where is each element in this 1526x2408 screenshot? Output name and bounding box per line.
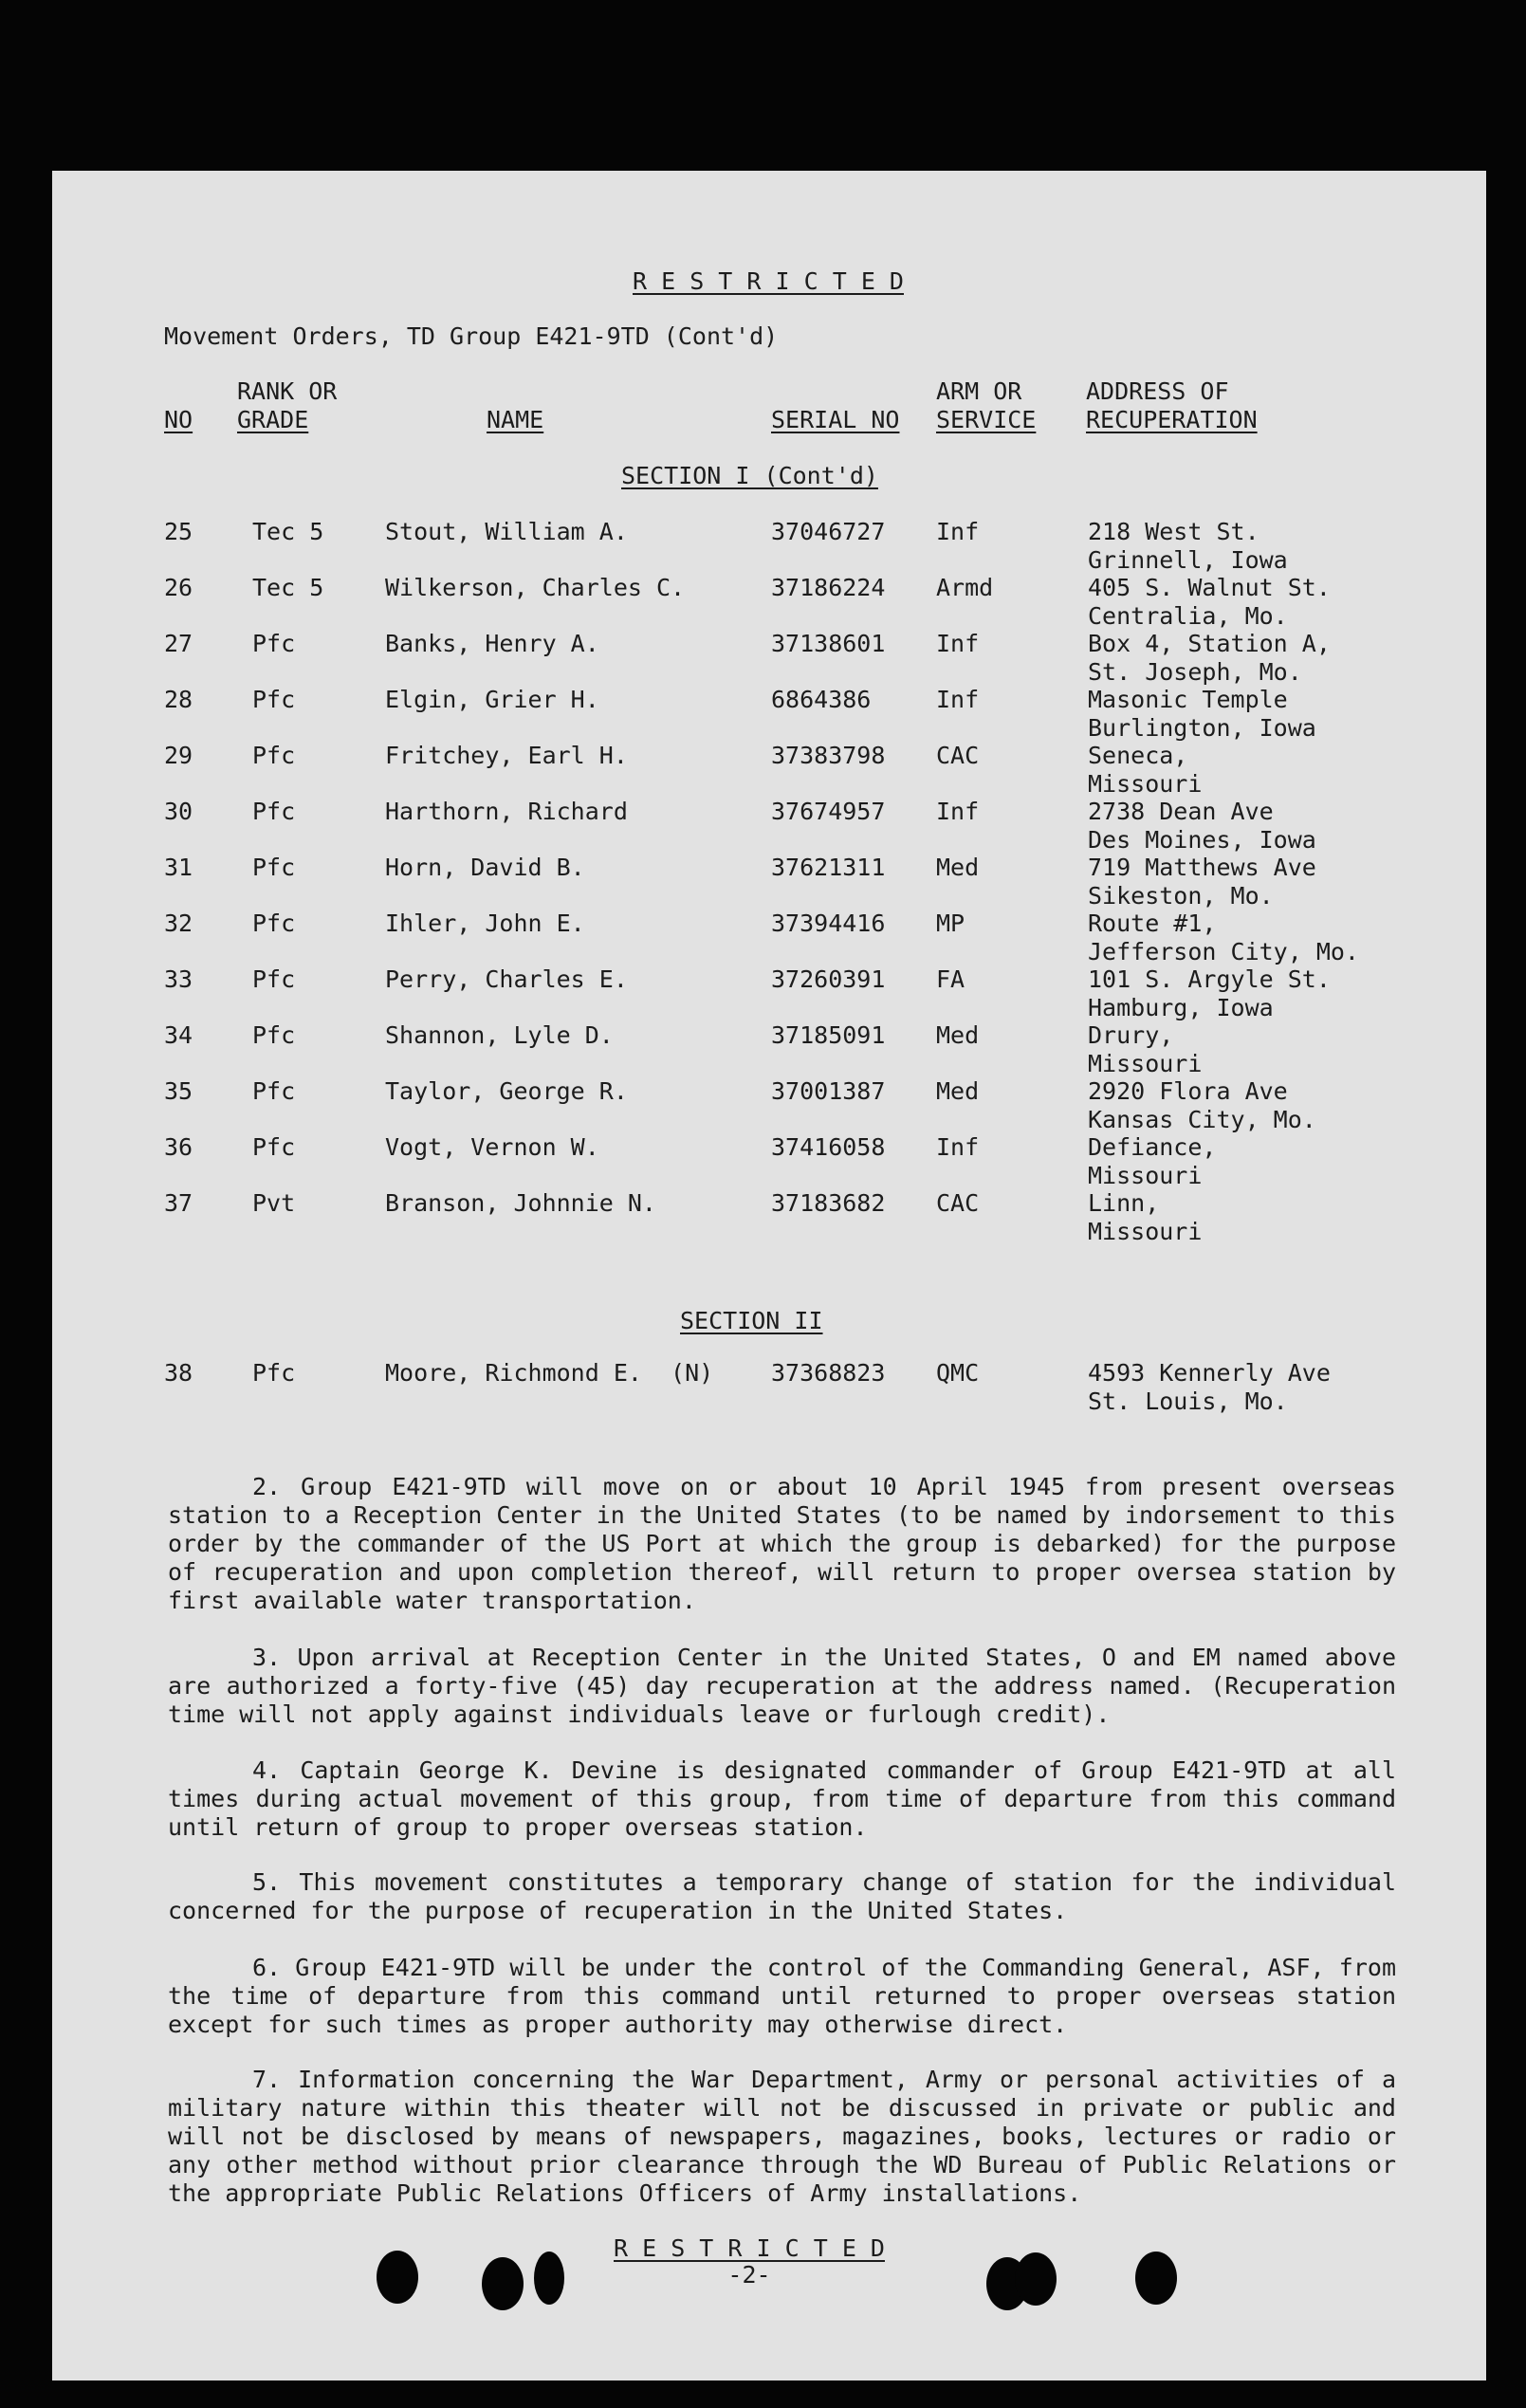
row-addr-line1: Linn, [1088, 1189, 1160, 1217]
row-name: Horn, David B. [385, 854, 585, 881]
table-row [0, 1189, 1526, 1246]
row-serial: 37138601 [771, 630, 886, 657]
row-rank: Pfc [252, 1077, 296, 1105]
paragraph-6: 6. Group E421-9TD will be under the control of the Commanding General, ASF, from the time of departure from this command until returned to proper overseas station except for such times as proper authority may otherwise direct. [168, 1954, 1396, 2038]
row-arm: QMC [936, 1359, 980, 1387]
col-rank-line2: GRADE [237, 406, 309, 433]
row-addr-line2: Missouri [1088, 770, 1203, 798]
row-name: Fritchey, Earl H. [385, 742, 628, 769]
row-no: 33 [164, 965, 193, 993]
table-row [0, 1133, 1526, 1190]
punch-hole [1015, 2252, 1057, 2306]
row-arm: Inf [936, 686, 980, 713]
row-addr-line1: 218 West St. [1088, 518, 1259, 545]
row-addr-line1: 719 Matthews Ave [1088, 854, 1316, 881]
row-rank: Pfc [252, 965, 296, 993]
row-addr-line1: Seneca, [1088, 742, 1188, 769]
table-row [0, 574, 1526, 631]
paragraph-5: 5. This movement constitutes a temporary change of station for the individual concerned for the purpose of recuperation in the United States. [168, 1868, 1396, 1924]
table-row [0, 1359, 1526, 1416]
row-name: Taylor, George R. [385, 1077, 628, 1105]
row-no: 27 [164, 630, 193, 657]
row-serial: 37046727 [771, 518, 886, 545]
row-serial: 37674957 [771, 798, 886, 825]
row-addr-line2: Des Moines, Iowa [1088, 826, 1316, 854]
row-name: Vogt, Vernon W. [385, 1133, 599, 1161]
row-arm: Inf [936, 630, 980, 657]
table-row [0, 742, 1526, 799]
classification-header: R E S T R I C T E D [633, 267, 904, 295]
row-no: 29 [164, 742, 193, 769]
row-rank: Pfc [252, 798, 296, 825]
col-no: NO [164, 406, 193, 433]
row-addr-line1: Drury, [1088, 1021, 1174, 1049]
row-name: Moore, Richmond E. (N) [385, 1359, 714, 1387]
row-serial: 37186224 [771, 574, 886, 601]
punch-hole [534, 2252, 564, 2305]
row-arm: Med [936, 1077, 980, 1105]
punch-hole [377, 2251, 418, 2304]
row-name: Ihler, John E. [385, 910, 585, 937]
row-addr-line2: Jefferson City, Mo. [1088, 938, 1359, 965]
table-row [0, 630, 1526, 687]
row-addr-line2: St. Louis, Mo. [1088, 1388, 1288, 1415]
row-addr-line2: St. Joseph, Mo. [1088, 658, 1302, 686]
section-2-heading: SECTION II [680, 1307, 823, 1334]
row-serial: 37001387 [771, 1077, 886, 1105]
row-addr-line1: Route #1, [1088, 910, 1217, 937]
document-title: Movement Orders, TD Group E421-9TD (Cont'd) [164, 322, 779, 350]
row-addr-line2: Missouri [1088, 1162, 1203, 1189]
table-row [0, 686, 1526, 743]
row-addr-line2: Kansas City, Mo. [1088, 1106, 1316, 1133]
paragraph-7: 7. Information concerning the War Department, Army or personal activities of a military nature within this theater will not be discussed in private or public and will not be disclosed by means of newspapers, magazines, books, lectures or radio or any other method without prior clearance through the WD Bureau of Public Relations or the appropriate Public Relations Officers of Army installations. [168, 2066, 1396, 2207]
row-addr-line1: Masonic Temple [1088, 686, 1288, 713]
row-serial: 6864386 [771, 686, 872, 713]
row-addr-line1: 2738 Dean Ave [1088, 798, 1274, 825]
page-number: -2- [727, 2261, 771, 2289]
row-rank: Pfc [252, 686, 296, 713]
row-rank: Pfc [252, 742, 296, 769]
row-no: 26 [164, 574, 193, 601]
row-rank: Pfc [252, 1133, 296, 1161]
row-addr-line1: 2920 Flora Ave [1088, 1077, 1288, 1105]
row-name: Stout, William A. [385, 518, 628, 545]
section-1-heading: SECTION I (Cont'd) [621, 462, 878, 489]
row-arm: CAC [936, 742, 980, 769]
row-serial: 37183682 [771, 1189, 886, 1217]
col-rank-line1: RANK OR [237, 377, 338, 405]
row-name: Banks, Henry A. [385, 630, 599, 657]
table-row [0, 854, 1526, 910]
col-arm-line2: SERVICE [936, 406, 1037, 433]
col-addr-line1: ADDRESS OF [1086, 377, 1229, 405]
row-serial: 37394416 [771, 910, 886, 937]
table-row [0, 965, 1526, 1022]
row-rank: Tec 5 [252, 574, 324, 601]
table-row [0, 1077, 1526, 1134]
row-rank: Pvt [252, 1189, 296, 1217]
row-no: 30 [164, 798, 193, 825]
row-arm: Inf [936, 798, 980, 825]
table-row [0, 518, 1526, 575]
row-rank: Tec 5 [252, 518, 324, 545]
row-arm: MP [936, 910, 965, 937]
row-arm: Inf [936, 1133, 980, 1161]
row-arm: Armd [936, 574, 994, 601]
row-name: Elgin, Grier H. [385, 686, 599, 713]
col-arm-line1: ARM OR [936, 377, 1022, 405]
col-name: NAME [487, 406, 544, 433]
paragraph-2: 2. Group E421-9TD will move on or about 10 April 1945 from present overseas station to a Reception Center in the United States (to be named by indorsement to this order by the commander of the US Port at which the group is debarked) for the purpose of recuperation and upon completion thereof, will return to proper oversea station by first available water transportation. [168, 1473, 1396, 1614]
row-addr-line1: 101 S. Argyle St. [1088, 965, 1331, 993]
row-no: 34 [164, 1021, 193, 1049]
row-no: 31 [164, 854, 193, 881]
row-addr-line2: Grinnell, Iowa [1088, 546, 1288, 574]
col-addr-line2: RECUPERATION [1086, 406, 1258, 433]
row-no: 32 [164, 910, 193, 937]
row-name: Harthorn, Richard [385, 798, 628, 825]
row-rank: Pfc [252, 630, 296, 657]
row-name: Branson, Johnnie N. [385, 1189, 656, 1217]
punch-hole [1135, 2252, 1177, 2305]
row-addr-line1: Box 4, Station A, [1088, 630, 1331, 657]
paragraph-4: 4. Captain George K. Devine is designated commander of Group E421-9TD at all times during actual movement of this group, from time of departure from this command until return of group to proper overseas station. [168, 1756, 1396, 1841]
punch-hole [482, 2257, 524, 2310]
row-addr-line2: Missouri [1088, 1218, 1203, 1245]
table-row [0, 1021, 1526, 1078]
row-addr-line2: Centralia, Mo. [1088, 602, 1288, 630]
row-arm: Med [936, 1021, 980, 1049]
row-arm: FA [936, 965, 965, 993]
row-addr-line2: Missouri [1088, 1050, 1203, 1077]
row-serial: 37185091 [771, 1021, 886, 1049]
row-addr-line1: 405 S. Walnut St. [1088, 574, 1331, 601]
row-arm: Inf [936, 518, 980, 545]
row-arm: CAC [936, 1189, 980, 1217]
row-rank: Pfc [252, 1359, 296, 1387]
row-serial: 37368823 [771, 1359, 886, 1387]
row-no: 37 [164, 1189, 193, 1217]
row-no: 38 [164, 1359, 193, 1387]
row-no: 36 [164, 1133, 193, 1161]
table-row [0, 910, 1526, 966]
document-page [52, 171, 1486, 2380]
row-rank: Pfc [252, 910, 296, 937]
paragraph-3: 3. Upon arrival at Reception Center in the United States, O and EM named above are authorized a forty-five (45) day recuperation at the address named. (Recuperation time will not apply against individuals leave or furlough credit). [168, 1644, 1396, 1728]
col-serial: SERIAL NO [771, 406, 900, 433]
row-name: Shannon, Lyle D. [385, 1021, 614, 1049]
row-serial: 37416058 [771, 1133, 886, 1161]
row-no: 28 [164, 686, 193, 713]
row-name: Perry, Charles E. [385, 965, 628, 993]
classification-footer: R E S T R I C T E D [614, 2234, 885, 2262]
row-arm: Med [936, 854, 980, 881]
row-no: 35 [164, 1077, 193, 1105]
row-addr-line1: 4593 Kennerly Ave [1088, 1359, 1331, 1387]
table-row [0, 798, 1526, 855]
row-addr-line2: Sikeston, Mo. [1088, 882, 1274, 910]
row-rank: Pfc [252, 854, 296, 881]
row-addr-line2: Hamburg, Iowa [1088, 994, 1274, 1021]
row-addr-line1: Defiance, [1088, 1133, 1217, 1161]
row-serial: 37621311 [771, 854, 886, 881]
row-serial: 37260391 [771, 965, 886, 993]
row-no: 25 [164, 518, 193, 545]
row-addr-line2: Burlington, Iowa [1088, 714, 1316, 742]
row-serial: 37383798 [771, 742, 886, 769]
row-rank: Pfc [252, 1021, 296, 1049]
row-name: Wilkerson, Charles C. [385, 574, 686, 601]
